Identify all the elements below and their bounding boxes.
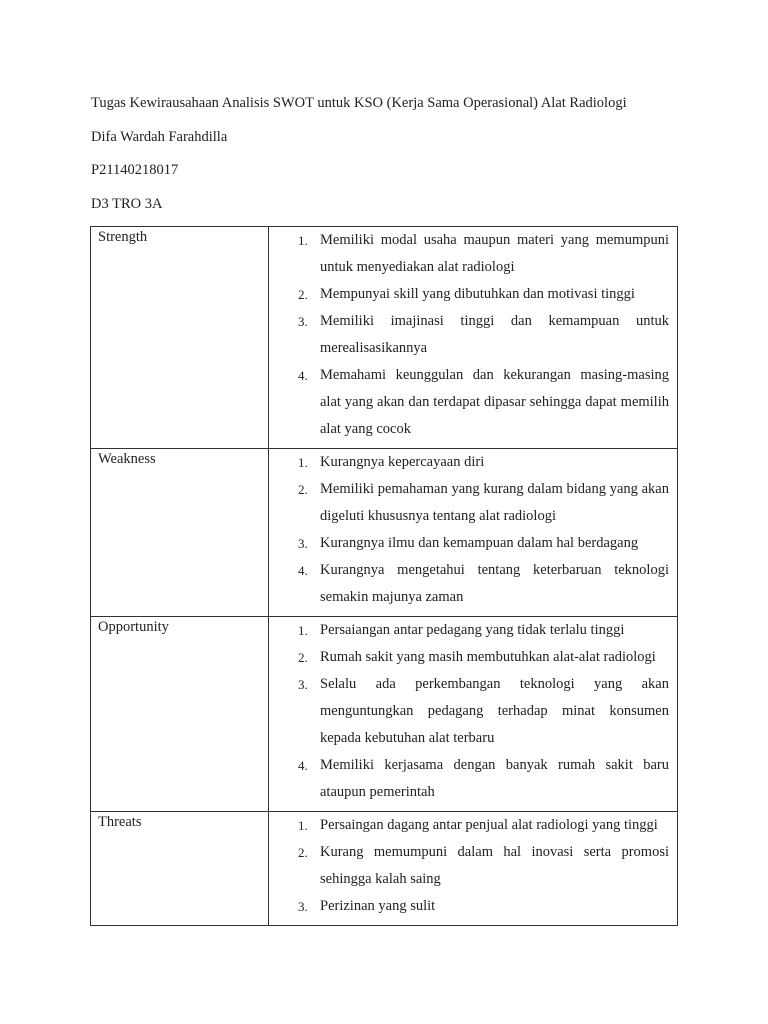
list-item: 4. Memahami keunggulan dan kekurangan masing-masing alat yang akan dan terdapat dipasar sehingga dapat memilih alat yang cocok: [298, 362, 669, 443]
list-item: 1. Memiliki modal usaha maupun materi yang memumpuni untuk menyediakan alat radiologi: [298, 227, 669, 281]
item-text: Kurangnya mengetahui tentang keterbaruan teknologi semakin majunya zaman: [320, 562, 669, 605]
student-id: P21140218017: [91, 162, 179, 178]
swot-row-strength: [91, 227, 678, 449]
item-text: Memahami keunggulan dan kekurangan masing-masing alat yang akan dan terdapat dipasar sehingga dapat memilih alat yang cocok: [320, 367, 669, 437]
item-text: Mempunyai skill yang dibutuhkan dan motivasi tinggi: [320, 286, 635, 302]
list-item: 3. Perizinan yang sulit: [298, 893, 669, 920]
list-item: 3. Kurangnya ilmu dan kemampuan dalam hal berdagang: [298, 530, 669, 557]
swot-items-threats: [269, 812, 678, 926]
swot-label-weakness: Weakness: [91, 449, 269, 617]
document-title: Tugas Kewirausahaan Analisis SWOT untuk KSO (Kerja Sama Operasional) Alat Radiologi: [91, 95, 627, 111]
student-class: D3 TRO 3A: [91, 196, 163, 212]
list-item: 3. Selalu ada perkembangan teknologi yang akan menguntungkan pedagang terhadap minat konsumen kepada kebutuhan alat terbaru: [298, 671, 669, 752]
list-item: 1. Persaiangan antar pedagang yang tidak terlalu tinggi: [298, 617, 669, 644]
item-text: Memiliki imajinasi tinggi dan kemampuan untuk merealisasikannya: [320, 313, 669, 356]
item-text: Kurangnya kepercayaan diri: [320, 454, 485, 470]
list-item: 2. Memiliki pemahaman yang kurang dalam bidang yang akan digeluti khususnya tentang alat radiologi: [298, 476, 669, 530]
item-text: Memiliki modal usaha maupun materi yang memumpuni untuk menyediakan alat radiologi: [320, 232, 669, 275]
list-item: 2. Mempunyai skill yang dibutuhkan dan motivasi tinggi: [298, 281, 669, 308]
item-text: Kurangnya ilmu dan kemampuan dalam hal berdagang: [320, 535, 639, 551]
swot-row-threats: [91, 812, 678, 926]
item-text: Memiliki pemahaman yang kurang dalam bidang yang akan digeluti khususnya tentang alat radiologi: [320, 481, 669, 524]
item-text: Selalu ada perkembangan teknologi yang akan menguntungkan pedagang terhadap minat konsumen kepada kebutuhan alat terbaru: [320, 676, 669, 746]
list-item: 1. Kurangnya kepercayaan diri: [298, 449, 669, 476]
item-text: Perizinan yang sulit: [320, 898, 436, 914]
swot-row-opportunity: [91, 617, 678, 812]
swot-items-weakness: [269, 449, 678, 617]
swot-label-threats: Threats: [91, 812, 269, 926]
student-name: Difa Wardah Farahdilla: [91, 129, 228, 145]
list-item: 2. Rumah sakit yang masih membutuhkan alat-alat radiologi: [298, 644, 669, 671]
swot-label-strength: Strength: [91, 227, 269, 449]
list-item: 2. Kurang memumpuni dalam hal inovasi serta promosi sehingga kalah saing: [298, 839, 669, 893]
item-text: Kurang memumpuni dalam hal inovasi serta promosi sehingga kalah saing: [320, 844, 669, 887]
item-text: Persaiangan antar pedagang yang tidak terlalu tinggi: [320, 622, 625, 638]
item-text: Persaingan dagang antar penjual alat radiologi yang tinggi: [320, 817, 658, 833]
item-text: Rumah sakit yang masih membutuhkan alat-alat radiologi: [320, 649, 656, 665]
list-item: 3. Memiliki imajinasi tinggi dan kemampuan untuk merealisasikannya: [298, 308, 669, 362]
list-item: 4. Memiliki kerjasama dengan banyak rumah sakit baru ataupun pemerintah: [298, 752, 669, 806]
swot-table: [90, 226, 678, 926]
swot-row-weakness: [91, 449, 678, 617]
swot-label-opportunity: Opportunity: [91, 617, 269, 812]
list-item: 1. Persaingan dagang antar penjual alat radiologi yang tinggi: [298, 812, 669, 839]
item-text: Memiliki kerjasama dengan banyak rumah sakit baru ataupun pemerintah: [320, 757, 669, 800]
swot-items-opportunity: [269, 617, 678, 812]
swot-items-strength: [269, 227, 678, 449]
list-item: 4. Kurangnya mengetahui tentang keterbaruan teknologi semakin majunya zaman: [298, 557, 669, 611]
